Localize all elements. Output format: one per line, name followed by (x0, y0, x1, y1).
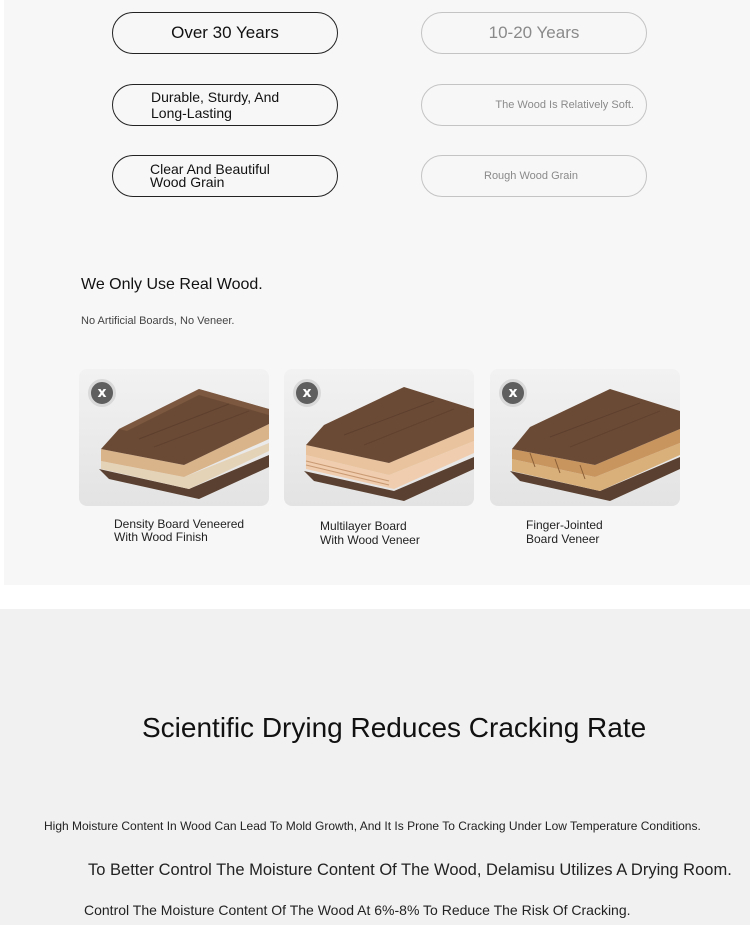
multilayer-board-caption (320, 519, 420, 547)
density-board-caption-line1: Density Board Veneered (114, 517, 245, 531)
ours-grain-line1: Clear And Beautiful (150, 161, 270, 177)
finger-jointed-board-caption (526, 518, 603, 546)
theirs-grain-pill (421, 155, 647, 197)
density-board-caption (114, 518, 244, 544)
real-wood-subtitle: No Artificial Boards, No Veneer. (81, 315, 235, 327)
theirs-lifespan-pill (421, 12, 647, 54)
multilayer-board-caption-line1: Multilayer Board (320, 519, 407, 533)
theirs-grain-label: Rough Wood Grain (484, 170, 578, 182)
ours-grain-text (150, 163, 270, 189)
drying-line-2: To Better Control The Moisture Content Of The Wood, Delamisu Utilizes A Drying Room. (88, 861, 732, 879)
theirs-durability-pill (421, 84, 647, 126)
real-wood-title: We Only Use Real Wood. (81, 276, 263, 293)
drying-line-3: Control The Moisture Content Of The Wood At 6%-8% To Reduce The Risk Of Cracking. (84, 902, 631, 918)
theirs-durability-label: The Wood Is Relatively Soft. (495, 99, 634, 111)
drying-line-1: High Moisture Content In Wood Can Lead To Mold Growth, And It Is Prone To Cracking Under Low Temperature Conditions. (44, 819, 701, 833)
density-board-image (79, 369, 269, 506)
x-icon: x (88, 379, 116, 407)
density-board-caption-line2: With Wood Finish (114, 530, 208, 544)
multilayer-board-image (284, 369, 474, 506)
drying-title: Scientific Drying Reduces Cracking Rate (142, 712, 647, 743)
ours-grain-line2: Wood Grain (150, 174, 225, 190)
ours-durability-line2: Long-Lasting (151, 105, 232, 121)
ours-durability-text (151, 89, 279, 121)
ours-lifespan-pill (112, 12, 338, 54)
theirs-lifespan-label: 10-20 Years (488, 23, 580, 42)
ours-lifespan-label: Over 30 Years (171, 23, 279, 42)
ours-durability-line1: Durable, Sturdy, And (151, 89, 280, 105)
finger-jointed-board-image (490, 369, 680, 506)
x-icon: x (499, 379, 527, 407)
ours-durability-pill (112, 84, 338, 126)
ours-grain-pill (112, 155, 338, 197)
x-icon: x (293, 379, 321, 407)
multilayer-board-caption-line2: With Wood Veneer (320, 533, 420, 547)
finger-jointed-board-caption-line1: Finger-Jointed (526, 518, 603, 532)
finger-jointed-board-caption-line2: Board Veneer (526, 532, 600, 546)
